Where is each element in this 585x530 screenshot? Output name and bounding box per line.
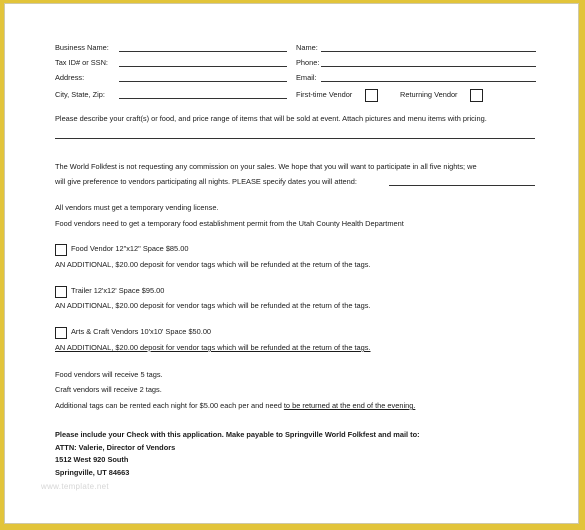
additional-tags-text xyxy=(55,401,415,411)
arts-craft-deposit: AN ADDITIONAL, $20.00 deposit for vendor tags which will be refunded at the return of the tags. xyxy=(55,343,371,352)
mail-street: 1512 West 920 South xyxy=(55,455,129,464)
mail-instruction: Please include your Check with this application. Make payable to Springville World Folkfest and mail to: xyxy=(55,430,420,439)
dates-attend-field[interactable] xyxy=(389,185,535,186)
form-page xyxy=(4,3,579,524)
food-vendor-deposit: AN ADDITIONAL, $20.00 deposit for vendor tags which will be refunded at the return of the tags. xyxy=(55,260,371,269)
food-tags-text: Food vendors will receive 5 tags. xyxy=(55,370,163,379)
first-time-vendor-checkbox[interactable] xyxy=(365,89,378,102)
additional-tags-underlined: to be returned at the end of the evening. xyxy=(283,401,416,410)
returning-vendor-label: Returning Vendor xyxy=(400,90,458,99)
first-time-vendor-label: First-time Vendor xyxy=(296,90,353,99)
business-name-field[interactable] xyxy=(119,51,287,52)
craft-tags-text: Craft vendors will receive 2 tags. xyxy=(55,385,162,394)
phone-field[interactable] xyxy=(321,66,536,67)
mail-attn: ATTN: Valerie, Director of Vendors xyxy=(55,443,176,452)
additional-tags-plain: Additional tags can be rented each night for $5.00 each per and need xyxy=(55,401,284,410)
food-vendor-checkbox[interactable] xyxy=(55,244,67,256)
arts-craft-checkbox[interactable] xyxy=(55,327,67,339)
commission-text-line2: will give preference to vendors participating all nights. PLEASE specify dates you will attend: xyxy=(55,177,357,186)
email-label: Email: xyxy=(296,73,317,82)
tax-id-label: Tax ID# or SSN: xyxy=(55,58,108,67)
license-line1: All vendors must get a temporary vending license. xyxy=(55,203,219,212)
address-field[interactable] xyxy=(119,81,287,82)
trailer-checkbox[interactable] xyxy=(55,286,67,298)
phone-label: Phone: xyxy=(296,58,320,67)
food-vendor-label: Food Vendor 12"x12" Space $85.00 xyxy=(71,244,189,253)
city-state-zip-label: City, State, Zip: xyxy=(55,90,105,99)
email-field[interactable] xyxy=(321,81,536,82)
name-field[interactable] xyxy=(321,51,536,52)
describe-prompt: Please describe your craft(s) or food, and price range of items that will be sold at event. Attach pictures and menu items with pricing. xyxy=(55,114,487,123)
commission-text-line1: The World Folkfest is not requesting any commission on your sales. We hope that you will want to participate in all five nights; we xyxy=(55,162,477,171)
arts-craft-label: Arts & Craft Vendors 10'x10' Space $50.00 xyxy=(71,327,212,336)
tax-id-field[interactable] xyxy=(119,66,287,67)
business-name-label: Business Name: xyxy=(55,43,109,52)
trailer-label: Trailer 12'x12' Space $95.00 xyxy=(71,286,165,295)
returning-vendor-checkbox[interactable] xyxy=(470,89,483,102)
address-label: Address: xyxy=(55,73,85,82)
watermark: www.template.net xyxy=(41,482,109,491)
license-line2: Food vendors need to get a temporary food establishment permit from the Utah County Health Department xyxy=(55,219,404,228)
trailer-deposit: AN ADDITIONAL, $20.00 deposit for vendor tags which will be refunded at the return of the tags. xyxy=(55,301,371,310)
city-state-zip-field[interactable] xyxy=(119,98,287,99)
mail-city: Springville, UT 84663 xyxy=(55,468,130,477)
name-label: Name: xyxy=(296,43,318,52)
describe-field[interactable] xyxy=(55,138,535,139)
